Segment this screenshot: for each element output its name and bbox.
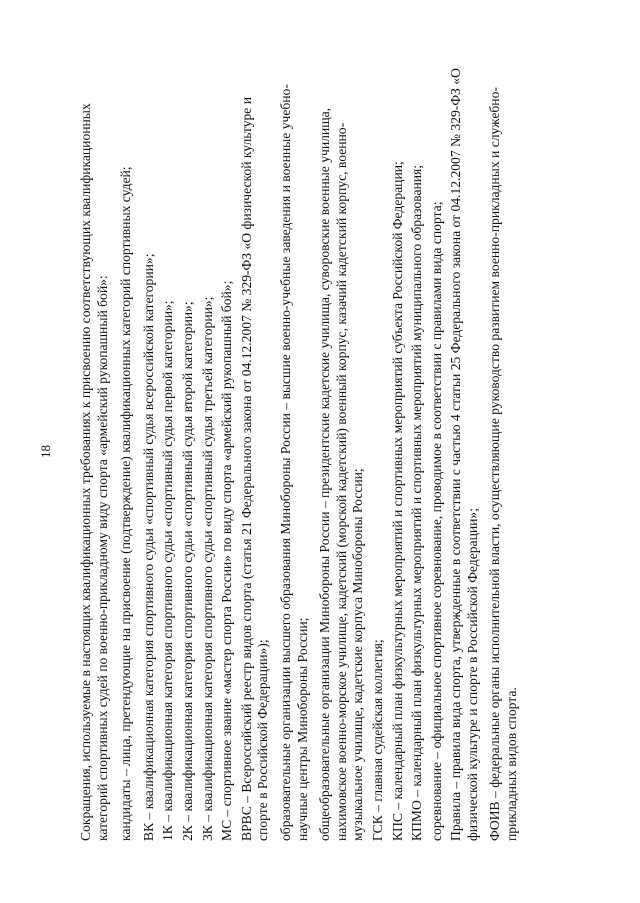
- definition-ms: МС – спортивное звание «мастер спорта России» по виду спорта «армейский рукопашный бой»;: [219, 280, 235, 841]
- abbreviations-list: [78, 63, 524, 841]
- definition-rules: Правила – правила вида спорта, утвержденные в соответствии с частью 4 статьи 25 Федерального закона от 04.12.2007 № 329-ФЗ «О физической культуре и спорте в Российской Федерации»;: [448, 68, 480, 841]
- definition-competition: соревнование – официальное спортивное соревнование, проводимое в соответствии с правилами вида спорта;: [428, 201, 444, 841]
- definition-1k: 1К – квалификационная категория спортивного судьи «спортивный судья первой категории»;: [160, 300, 176, 841]
- page-number: 18: [38, 445, 53, 458]
- definition-general-education: общеобразовательные организации Минобороны России – президентские кадетские училища, суворовские военные училища, нахимовское военно-морское училище, кадетский (морской кадетский) военный корпус, казачий кадетский корпус, военно-музыкальное училище, кадетские корпуса Минобороны России;: [317, 107, 366, 841]
- definition-3k: 3К – квалификационная категория спортивного судьи «спортивный судья третьей категории»;: [199, 296, 215, 841]
- definition-kps: КПС – календарный план физкультурных мероприятий и спортивных мероприятий субъекта Российской Федерации;: [389, 161, 405, 841]
- definition-kpmo: КПМО – календарный план физкультурных мероприятий и спортивных мероприятий муниципального образования;: [409, 164, 425, 841]
- definition-foiv: ФОИВ – федеральные органы исполнительной власти, осуществляющие руководство развитием военно-прикладных и служебно-прикладных видов спорта.: [487, 87, 520, 841]
- definition-2k: 2К – квалификационная категория спортивного судьи «спортивный судья второй категории»;: [179, 301, 195, 841]
- definition-higher-education: образовательные организации высшего образования Минобороны России – высшие военно-учебные заведения и военные учебно-научные центры Минобороны России;: [277, 84, 310, 841]
- definition-candidates: кандидаты – лица, претендующие на присвоение (подтверждение) квалификационных категорий спортивных судей;: [118, 166, 134, 841]
- intro-paragraph: Сокращения, используемые в настоящих квалификационных требованиях к присвоению соответствующих квалификационных категорий спортивных судей по военно-прикладному виду спорта «армейский рукопашный бой»:: [78, 103, 110, 841]
- definition-vrvs: ВРВС – Всероссийский реестр видов спорта (статья 21 Федерального закона от 04.12.2007 № 329-ФЗ «О физической культуре и спорте в Российской Федерации»);: [238, 96, 271, 841]
- definition-gsk: ГСК – главная судейская коллегия;: [369, 639, 385, 841]
- definition-vk: ВК – квалификационная категория спортивного судьи «спортивный судья всероссийской категории»;: [140, 253, 156, 841]
